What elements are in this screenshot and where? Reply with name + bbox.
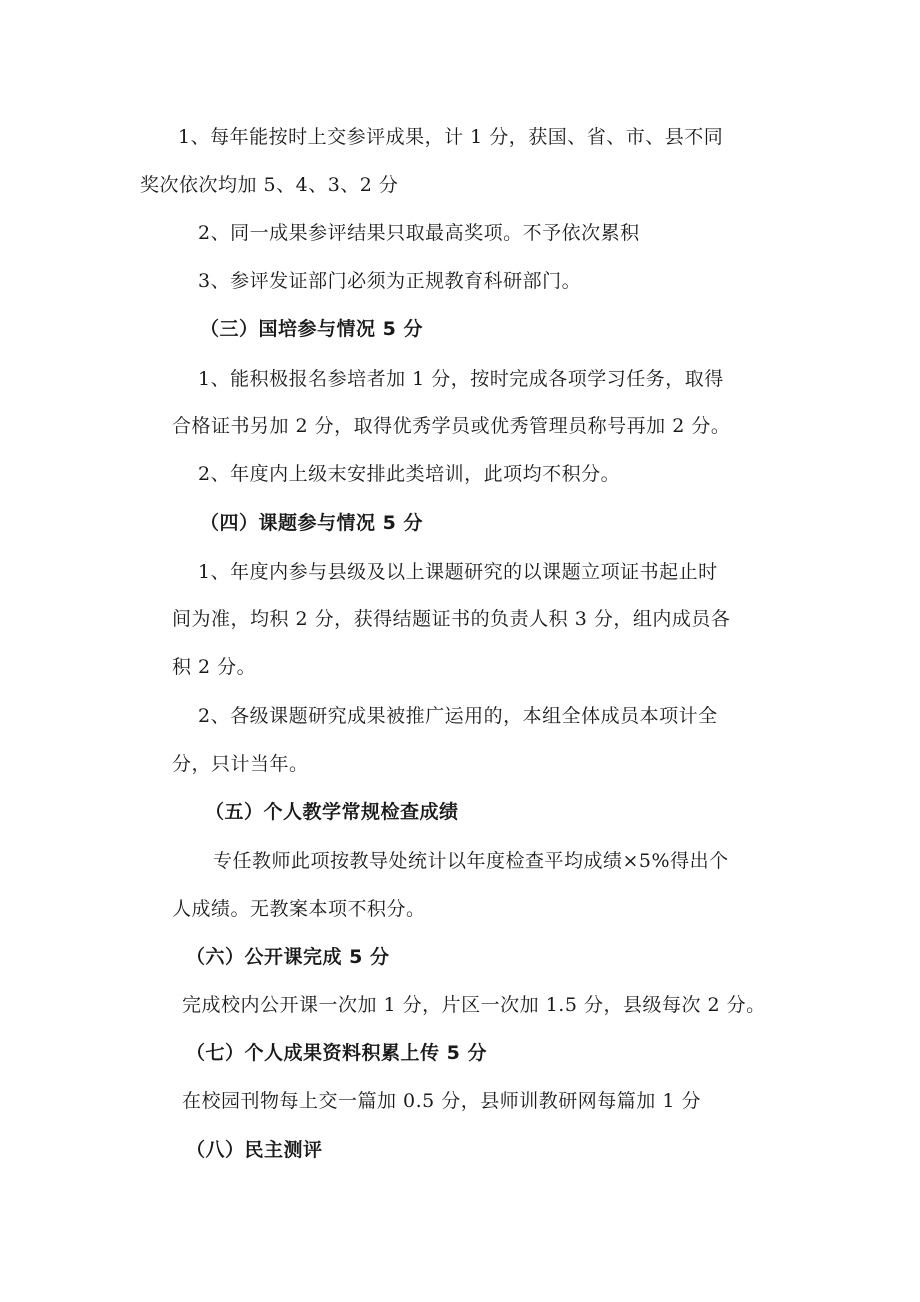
- paragraph-line: 1、每年能按时上交参评成果，计 1 分，获国、省、市、县不同: [178, 126, 724, 148]
- paragraph-line: 2、年度内上级末安排此类培训，此项均不积分。: [198, 463, 621, 485]
- section-heading-7: （七）个人成果资料积累上传 5 分: [186, 1042, 487, 1064]
- section-heading-6: （六）公开课完成 5 分: [186, 946, 390, 968]
- paragraph-line: 间为准，均积 2 分，获得结题证书的负责人积 3 分，组内成员各: [172, 608, 731, 630]
- paragraph-line: 完成校内公开课一次加 1 分，片区一次加 1.5 分，县级每次 2 分。: [182, 994, 766, 1016]
- paragraph-line: 奖次依次均加 5、4、3、2 分: [140, 174, 399, 196]
- section-heading-3: （三）国培参与情况 5 分: [200, 318, 423, 340]
- section-heading-8: （八）民主测评: [186, 1139, 323, 1161]
- paragraph-line: 1、年度内参与县级及以上课题研究的以课题立项证书起止时: [198, 561, 718, 583]
- paragraph-line: 2、同一成果参评结果只取最高奖项。不予依次累积: [198, 222, 640, 244]
- paragraph-line: 专任教师此项按教导处统计以年度检查平均成绩×5%得出个: [213, 850, 729, 872]
- paragraph-line: 1、能积极报名参培者加 1 分，按时完成各项学习任务，取得: [198, 368, 724, 390]
- paragraph-line: 3、参评发证部门必须为正规教育科研部门。: [198, 270, 582, 292]
- paragraph-line: 分，只计当年。: [172, 753, 309, 775]
- paragraph-line: 在校园刊物每上交一篇加 0.5 分，县师训教研网每篇加 1 分: [182, 1090, 701, 1112]
- paragraph-line: 人成绩。无教案本项不积分。: [172, 898, 426, 920]
- paragraph-line: 2、各级课题研究成果被推广运用的，本组全体成员本项计全: [198, 705, 718, 727]
- paragraph-line: 合格证书另加 2 分，取得优秀学员或优秀管理员称号再加 2 分。: [172, 415, 731, 437]
- section-heading-4: （四）课题参与情况 5 分: [200, 512, 423, 534]
- paragraph-line: 积 2 分。: [172, 656, 257, 678]
- section-heading-5: （五）个人教学常规检查成绩: [205, 801, 459, 823]
